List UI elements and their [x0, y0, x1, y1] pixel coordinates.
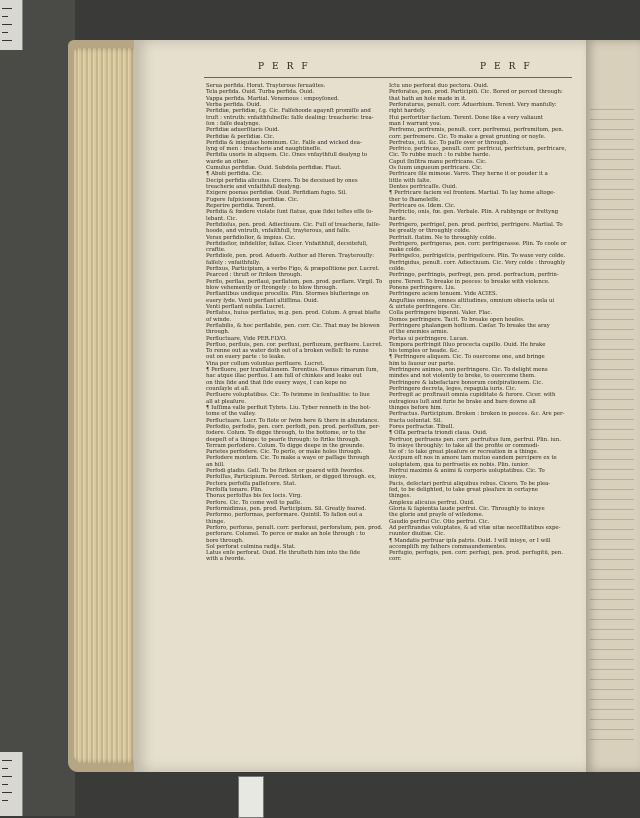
text-line: Portas ui perfringere. Lucan.	[389, 335, 469, 342]
text-line: gere. Terent. To breake in peeces: to breake with violence.	[389, 278, 550, 285]
text-line: Perforaturus, penult. corr. Aduerbium. Terent. Very manfully:	[389, 101, 557, 108]
text-line: uoluptatem, qua tu perfruetis ex nobis. Plin. iunior.	[389, 461, 530, 468]
text-line: Perfodi gladio. Gell. To be ſtriken or goared with ſwordes.	[206, 468, 365, 475]
text-line: Pectora perfoſſa paſſeſcere. Stat.	[206, 480, 297, 487]
text-line: thinges before him.	[389, 404, 443, 411]
text-line: Perfringere phalangem hoſtium. Cæſar. To breake the aray	[389, 322, 550, 329]
text-line: be greatly or throughly colde.	[389, 228, 471, 235]
text-line: ſed, to be delighted, to take great pleaſure in certayne	[389, 487, 539, 493]
text-line: Gaudio perfrui Cic. Otio perfrui. Cic.	[389, 518, 490, 525]
text-line: Perfruor, perfruens pen. corr. perfruitus ſum, perfrui. Plin. iun.	[389, 436, 561, 443]
text-line: Perfrico, perfricas, penult. corr. perfricui, perfrictum, perfricare,	[389, 146, 567, 153]
text-line: accompliſh my fathers commaundementes.	[389, 543, 507, 550]
text-line: Perfrixit. ſtatim. Ne to throughly colde.	[389, 234, 497, 241]
text-line: on this ſide and that ſide euery waye, I can kepe no	[206, 379, 347, 386]
text-line: ¶ Abuti perfidia. Cic.	[206, 171, 263, 178]
text-line: of winde.	[206, 316, 232, 323]
text-line: corr.	[389, 556, 402, 563]
text-line: inioye.	[389, 474, 408, 481]
text-line: Ictu uno perforat duo pectora. Ouid.	[389, 83, 489, 89]
text-line: little with ſalte.	[389, 177, 432, 184]
text-line: Dentes perfricaſſe. Ouid.	[389, 184, 457, 190]
text-line: ¶ Perfluere, per tranſlationem. Terentius. Plenus rimarum ſum,	[206, 367, 379, 374]
text-line: craftie.	[206, 247, 226, 254]
text-line: Perfore. Cic. To come well to paſſe.	[206, 499, 302, 506]
text-line: Perfregit ac proſtrauit omnia cupiditate & furore. Cicer. with	[389, 392, 556, 399]
text-line: falſely : vnfaithfully.	[206, 259, 261, 266]
text-line: blow vehemently or ſtrongely : to blow through.	[206, 285, 338, 291]
text-line: Accipum eſt nos in amore tam mutuo eandem percipere ex te	[389, 455, 557, 462]
text-line: all at pleaſure.	[206, 398, 246, 405]
text-line: harde.	[389, 215, 407, 222]
text-line: Perflo, perflas, perflaui, perflatum, pen. prod. perflare. Virgil. To	[206, 278, 383, 285]
text-line: his temples or heade. &c.	[389, 348, 459, 355]
text-line: deepeſt of a thinge: to pearſe through: to ſtrike through.	[206, 436, 361, 443]
text-line: Performo, performas, performare. Quintil. To faſion out a	[206, 512, 363, 519]
page-edges	[74, 48, 138, 763]
text-line: Perfringo, perfringis, perfregi, pen. prod. perfractum, perfrin-	[389, 272, 559, 279]
text-line: Perfodere montem. Cic. To make a waye or paſſage through	[206, 455, 370, 462]
text-line: counſayle at all.	[206, 386, 250, 392]
text-line: Perfrictio, onis, fœ. gen. Verbale. Plin. A rubbynge or frettyng	[389, 209, 559, 216]
text-line: To renne out as water doth out of a broken veſſell: to runne	[206, 348, 369, 355]
text-line: thinge.	[206, 518, 226, 525]
text-line: ruunter diuitiæ. Cic.	[389, 531, 445, 538]
text-line: perforare. Columel. To perce or make an hole through : to	[206, 531, 366, 538]
text-line: Colla perfringere bipenni. Valer. Flac.	[389, 310, 493, 317]
text-line: & uirtute perfringere. Cic.	[389, 303, 462, 310]
text-line: Perfringere & labefactare bonorum conſpirationem. Cic.	[389, 379, 544, 386]
text-line: Sol perforat culmina radijs. Stat.	[206, 543, 296, 550]
text-line: Perfricare ſile mimoue. Varro. They herne it or pouder it a	[389, 171, 548, 178]
text-line: right hardely.	[389, 108, 426, 115]
text-line: Fores perfractæ. Tibull.	[389, 423, 455, 430]
text-line: Perfidioſior, infideliſor, fallax. Cicer. Vnfaithfull, deceitefull,	[206, 240, 368, 247]
text-line: Amplexu alicuius perfrui. Ouid.	[389, 499, 475, 506]
text-line: Exigere poenas perfidiæ. Ouid. Perfidiam fugio. Sil.	[206, 190, 347, 197]
text-line: Vappa perfida. Martial. Venemous : empoyſoned.	[206, 95, 340, 102]
text-line: him to ſauour our parte.	[389, 360, 456, 367]
text-line: fodere. Colum. To digge through, to the bottome, or to the	[206, 430, 366, 437]
text-line: Parietes perfodere. Cic. To perſe, or make holes through.	[206, 449, 363, 456]
text-line: Perfluo, perfluis, pen. cor. perfluxi, perfluxum, perfluere. Lucret.	[206, 341, 383, 348]
text-line: outragious luſt and furie he brake and bare downe all	[389, 398, 536, 405]
running-head-right: PERF	[480, 62, 538, 72]
text-line: Perfodio, perfodis, pen. corr. perfodi, pen. prod. perfoſſum, per-	[206, 423, 381, 430]
text-line: Perforo, perforas, penult. corr. perforaui, perforatum, pen. prod.	[206, 524, 383, 531]
text-line: Decipi perfidia alicuius. Cicero. To be deceiued by ones	[206, 177, 358, 184]
adjacent-page	[584, 40, 640, 772]
text-line: Perfrigeſco, perfrigeſcis, perfrigeſcere. Plin. To waxe very colde.	[389, 253, 566, 260]
text-line: tome of the valley.	[206, 411, 256, 418]
text-line: ther to ſhameleſſe.	[389, 196, 441, 203]
text-line: truſt : vntruth: vnfaithfulneſſe: falſe dealing: treacherie: trea-	[206, 114, 374, 121]
text-line: lebant. Cic.	[206, 215, 238, 222]
text-line: Verba perfida. Ouid.	[206, 101, 262, 108]
text-line: mindes and not violently to breke, to ouercome them.	[389, 373, 536, 380]
text-line: Perfrigero, perfrigeras, pen. corr. perfrigerasse. Plin. To coole or	[389, 240, 567, 247]
left-column	[206, 83, 390, 563]
text-line: lyng of men : treacherie and naughtineſſe.	[206, 146, 322, 153]
text-line: Anguſtias omnes, omnes altitudines, omnium obiecta uela ui	[389, 297, 555, 304]
text-line: fracta uoluntat. Sil.	[389, 417, 443, 424]
text-line: ¶ Perfricare faciem vel frontem. Martial. To lay home altoge-	[389, 190, 556, 197]
text-line: ¶ Iuſſima valle perfluit Tybris. Liu. Tyber renneth in the bot-	[206, 404, 371, 411]
text-line: Tempora perfringit ſiluo procecta capillo. Ouid. He brake	[389, 341, 546, 348]
text-line: through.	[206, 329, 230, 336]
text-line: Perflantibus undique procellis. Plin. Stormes bluſteringe on	[206, 291, 369, 298]
text-line: Perfringere decreta, leges, repagula iuris. Cic.	[389, 386, 517, 392]
text-line: euery ſyde. Venti perflant altiſſima. Ouid.	[206, 297, 319, 304]
text-line: Perfrigidus, penult. corr. Adiectiuum. Cic. Very colde : throughly	[389, 259, 566, 266]
color-scale-bar	[238, 776, 264, 818]
text-line: out on euery parte : to leake.	[206, 354, 286, 361]
header-rule	[204, 77, 572, 78]
text-line: Ponens perfringere. Liu.	[389, 285, 456, 291]
text-line: Perfretus, uti. &c. To paſſe over or through.	[389, 139, 509, 146]
text-line: warde an other.	[206, 158, 249, 165]
text-line: tie of : to take great pleaſure or recreation in a thinge.	[389, 449, 539, 456]
text-line: Vina per collum voluntas perfluere. Lucret.	[206, 360, 325, 367]
text-line: of the enemies armie.	[389, 329, 449, 336]
text-line: Perfidia & iniquitas hominum. Cic. Falſe and wicked dea-	[206, 139, 362, 146]
book-page	[134, 40, 586, 772]
text-line: Perfoſſa tonare. Plin.	[206, 487, 263, 493]
running-head-left: PERF	[258, 62, 316, 72]
text-line: Perfringere aciem tenuem. Vide ACIES.	[389, 291, 498, 298]
text-line: Perfrigero, perfrigeſ, pen. prod. perfrixi, perfrigere. Martial. To	[389, 221, 563, 228]
text-line: Perfluere voluptatibus. Cic. To ſwimme in ſenſualitie: to liue	[206, 392, 370, 399]
text-line: Serua perfida. Horat. Trayterous ſeruaūtes.	[206, 83, 326, 89]
text-line: Fugere ſuſpicionem perfidiæ. Cic.	[206, 196, 299, 203]
text-line: Terram perfodere. Colum. To digge deepe in the grounde.	[206, 442, 365, 449]
text-line: Gloria & ſapientia laude perfrui. Cic. Throughly to inioye	[389, 505, 545, 512]
scanner-background	[0, 0, 75, 816]
text-line: Cic. To rubbe much : to rubbe harde.	[389, 152, 491, 159]
text-line: bore through.	[206, 537, 244, 544]
text-line: Perfricare os. Idem. Cic.	[389, 202, 456, 209]
text-line: Os ſuum ungueum perfricare. Cic.	[389, 165, 483, 172]
text-line: ¶ Perfringere aliquem. Cic. To ouercome one, and bringe	[389, 354, 545, 361]
text-line: colde.	[389, 266, 406, 273]
text-line: Perforatus, pen. prod. Participiū. Cic. Bored or perced through:	[389, 89, 563, 96]
text-line: ¶ Oſſa perfracta triondi claua. Ouid.	[389, 430, 488, 437]
text-line: Perfoſſus, Participium. Perced. Striken, or digged through. ex,	[206, 474, 376, 481]
text-line: Verax perfidioſior, & impius. Cic.	[206, 234, 296, 241]
text-line: Ad perſtrandas voluptates, & ad vitæ uitæ neceſſitatibus expe-	[389, 524, 561, 531]
text-line: Domos perfringere. Tacit. To breake open houſes.	[389, 316, 525, 323]
text-line: Pacis, deſectari perfrui aliquibus rebus. Cicero. To be plea-	[389, 480, 551, 487]
text-line: Hui perfortiter factum. Terent. Done like a very valiaunt	[389, 114, 543, 121]
text-line: Venti perflant nubila. Lucret.	[206, 303, 286, 310]
text-line: Perfidia uxoris in aliquem. Cic. Ones vnfaythfull dealyng to	[206, 152, 368, 159]
text-line: an hill.	[206, 461, 225, 468]
text-line: Perfrui maximis & animi & corporis uoluptatibus. Cic. To	[389, 468, 545, 475]
text-line: Perfidioſè, pen. prod. Aduerb. Author ad Heren. Trayterouſly:	[206, 253, 375, 260]
text-line: Pearced : thruſt or ſtriken through.	[206, 272, 303, 279]
text-line: treacherie and vnfaithfull dealyng.	[206, 184, 301, 190]
text-line: man I warrant you.	[389, 120, 442, 127]
text-line: Perfractus. Participium. Broken : broken in peeces. &c. Are per-	[389, 411, 565, 418]
text-line: ¶ Mandatis perfruar ipſa patris. Ouid. I will inioye, or I will	[389, 537, 551, 544]
text-line: ſon : falſe dealynge.	[206, 120, 261, 127]
text-line: Cumulus perfidiæ. Ouid. Subdola perfidiæ. Flaut.	[206, 165, 342, 172]
text-line: Reperire perfidia. Terent.	[206, 202, 276, 209]
text-line: Tela perfida. Ouid. Turba perfida. Ouid.	[206, 89, 315, 96]
text-line: with a ſworde.	[206, 556, 246, 563]
text-line: Perfidia & fœdere violate ſunt ſtatue, quæ ſidei teſtes eſſe ſo-	[206, 209, 374, 216]
text-line: To inioye throughly: to take all the profite or commodi-	[389, 442, 540, 449]
text-line: Thorax perfoſſus bis ſex locis. Virg.	[206, 493, 303, 500]
text-line: Perfidiæ & perſidiæ. Cic.	[206, 133, 275, 140]
text-line: Perfidiæ aduerſitaris Ouid.	[206, 127, 280, 134]
text-line: Perfremo, perfremis, penult. corr. perfremui, perfremitum, pen.	[389, 127, 564, 134]
text-line: Perfidiæ, perfidiæ, f.g. Cic. Falſehoode agaynſt promiſſe and	[206, 108, 371, 115]
text-line: Perflabilis, & hoc perflabile, pen. corr. Cic. That may be blowen	[206, 322, 380, 329]
text-line: Perfluctuare, Vide PER.FLVO.	[206, 335, 287, 342]
text-line: Perfixus, Participium, à verbo Figo, & præpoſitione per. Lucret.	[206, 266, 380, 273]
text-line: Perfringere animos, non perfringere. Cic. To delight mens	[389, 367, 548, 374]
text-line: Perflatus, huius perflatus, m.g. pen. prod. Colum. A great blaſte	[206, 310, 381, 317]
text-line: Perfugio, perfugis, pen. corr. perfugi, pen. prod. perfugitū, pen.	[389, 550, 564, 557]
text-line: the glorie and prayſe of wiſedome.	[389, 512, 484, 519]
text-line: make colde.	[389, 247, 422, 254]
scale-ruler-bottom	[0, 752, 23, 816]
text-line: corr. perfremere. Cic. To make a great grunting or noyſe.	[389, 133, 546, 140]
text-line: hac atque illac perfluo. I am full of chinkes and leake out	[206, 373, 362, 380]
text-line: thinges.	[389, 493, 411, 500]
scale-ruler-top	[0, 0, 23, 50]
text-line: hoode, and vntruth, vnfaithfull, trayterous, and falſe.	[206, 228, 351, 235]
text-line: Perfluctuare. Lucr. To flote or ſwim here & there in abundance.	[206, 417, 380, 424]
right-column	[389, 83, 575, 563]
text-line: Perfidioſus, pen. prod. Adiectiuum. Cic. Full of treacherie, falſe-	[206, 221, 381, 228]
text-line: Latus enſe perforat. Ouid. He thruſteth him into the ſide	[206, 550, 361, 557]
text-line: that hath an hole made in it.	[389, 95, 467, 102]
text-line: Caput ſinſitra manu perfricans. Cic.	[389, 158, 487, 165]
text-line: Performidimus, pen. prod. Participium. Sil. Greatly feared.	[206, 505, 367, 512]
